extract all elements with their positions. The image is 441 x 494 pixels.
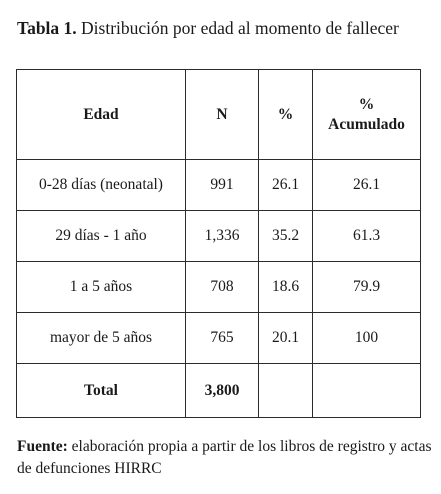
- cell-acum: 79.9: [313, 262, 421, 313]
- cell-edad: 0-28 días (neonatal): [17, 160, 186, 211]
- table-row: [17, 262, 421, 313]
- header-acumulado: [313, 70, 421, 160]
- cell-pct: 35.2: [259, 211, 313, 262]
- header-acumulado-line1: %: [358, 95, 375, 113]
- header-pct: %: [259, 70, 313, 160]
- header-n: N: [186, 70, 259, 160]
- header-acumulado-line2: Acumulado: [328, 115, 405, 133]
- cell-pct: 26.1: [259, 160, 313, 211]
- cell-acum: 100: [313, 313, 421, 364]
- cell-pct: 20.1: [259, 313, 313, 364]
- cell-n: 765: [186, 313, 259, 364]
- cell-edad: 29 días - 1 año: [17, 211, 186, 262]
- footnote-label: Fuente:: [17, 438, 68, 455]
- cell-n: 708: [186, 262, 259, 313]
- source-footnote: [17, 436, 432, 480]
- cell-edad: mayor de 5 años: [17, 313, 186, 364]
- cell-n: 991: [186, 160, 259, 211]
- cell-acum: 26.1: [313, 160, 421, 211]
- table-row: [17, 313, 421, 364]
- footnote-text: elaboración propia a partir de los libros de registro y actas de defunciones HIRRC: [17, 438, 432, 477]
- total-label: Total: [17, 364, 186, 418]
- header-edad: Edad: [17, 70, 186, 160]
- total-n: 3,800: [186, 364, 259, 418]
- cell-edad: 1 a 5 años: [17, 262, 186, 313]
- table-row: [17, 211, 421, 262]
- total-acum: [313, 364, 421, 418]
- table-caption: [17, 17, 432, 39]
- age-distribution-table: [16, 69, 421, 418]
- total-pct: [259, 364, 313, 418]
- table-header-row: [17, 70, 421, 160]
- cell-acum: 61.3: [313, 211, 421, 262]
- cell-pct: 18.6: [259, 262, 313, 313]
- table-total-row: [17, 364, 421, 418]
- caption-label: Tabla 1.: [17, 18, 77, 38]
- table-row: [17, 160, 421, 211]
- cell-n: 1,336: [186, 211, 259, 262]
- caption-text: Distribución por edad al momento de fallecer: [81, 18, 399, 38]
